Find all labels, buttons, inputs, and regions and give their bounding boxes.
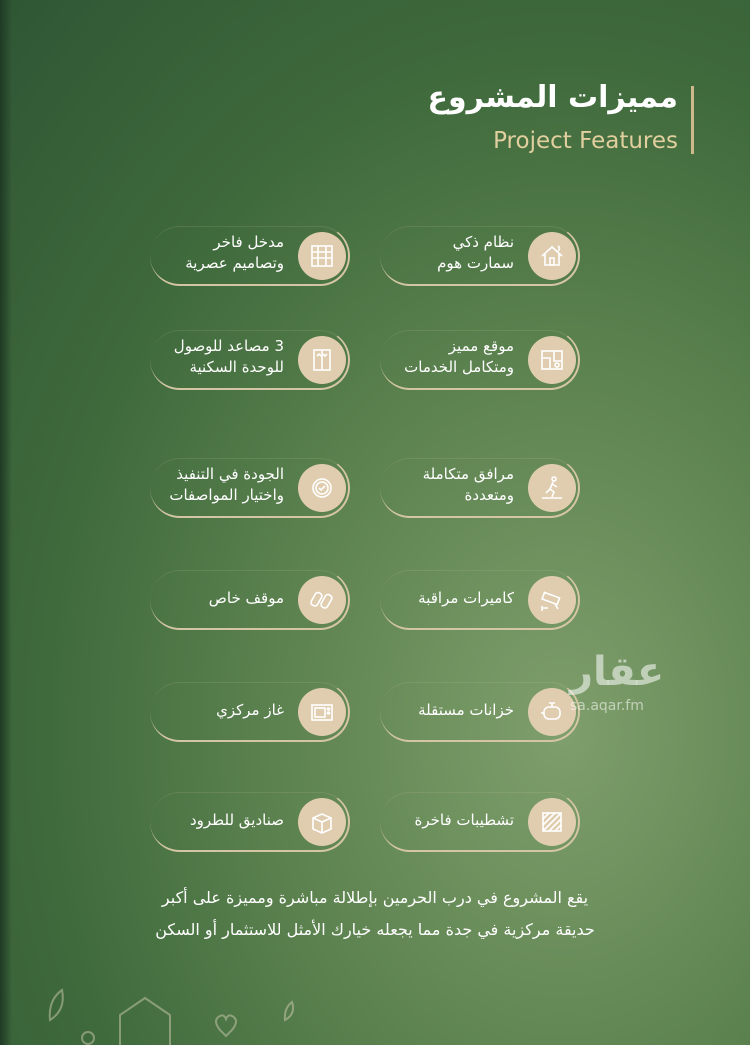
aqar-watermark [570, 650, 664, 714]
feature-icon-circle [528, 232, 576, 280]
feature-elevators [110, 330, 350, 390]
feature-line2: للوحدة السكنية [189, 358, 284, 376]
feature-text [114, 588, 284, 609]
feature-text [114, 232, 284, 274]
feature-line1: مدخل فاخر [213, 233, 284, 251]
leaf-shape-small [285, 1002, 293, 1020]
watermark-arabic: عقار [570, 649, 665, 695]
treadmill-icon [538, 474, 566, 502]
feature-line1: موقع مميز [448, 337, 514, 355]
header-accent-bar [691, 86, 694, 154]
feature-line1: غاز مركزي [216, 701, 284, 719]
feature-text [344, 336, 514, 378]
feature-icon-circle [528, 798, 576, 846]
description-line1: يقع المشروع في درب الحرمين بإطلالة مباشرة ومميزة على أكبر [161, 888, 589, 907]
heart-shape [216, 1015, 236, 1036]
feature-text [344, 232, 514, 274]
feature-icon-circle [298, 232, 346, 280]
feature-line1: مرافق متكاملة [422, 465, 514, 483]
feature-tanks [340, 682, 580, 742]
house-outline-shape [120, 998, 170, 1045]
feature-text [344, 700, 514, 721]
building-entrance-icon [308, 242, 336, 270]
feature-icon-circle [298, 688, 346, 736]
leaf-shape [50, 990, 63, 1020]
feature-icon-circle [298, 336, 346, 384]
feature-facilities [340, 458, 580, 518]
feature-line2: ومتعددة [464, 486, 514, 504]
feature-text [344, 810, 514, 831]
feature-quality [110, 458, 350, 518]
feature-text [344, 588, 514, 609]
feature-location [340, 330, 580, 390]
feature-icon-circle [528, 576, 576, 624]
feature-line1: صناديق للطرود [189, 811, 284, 829]
parking-cars-icon [308, 586, 336, 614]
feature-line1: خزانات مستقلة [418, 701, 514, 719]
feature-line1: نظام ذكي [452, 233, 514, 251]
feature-icon-circle [528, 336, 576, 384]
feature-text [114, 336, 284, 378]
feature-text [114, 810, 284, 831]
feature-text [114, 700, 284, 721]
map-location-icon [538, 346, 566, 374]
quality-badge-icon [308, 474, 336, 502]
feature-line1: 3 مصاعد للوصول [173, 337, 284, 355]
feature-parking [110, 570, 350, 630]
feature-icon-circle [298, 798, 346, 846]
watermark-url: sa.aqar.fm [570, 698, 644, 714]
tiles-finishing-icon [538, 808, 566, 836]
description-line2: حديقة مركزية في جدة مما يجعله خيارك الأمثل للاستثمار أو السكن [155, 920, 595, 939]
feature-line2: واختيار المواصفات [169, 486, 284, 504]
gas-oven-icon [308, 698, 336, 726]
feature-line2: وتصاميم عصرية [185, 254, 284, 272]
feature-line2: سمارت هوم [437, 254, 514, 272]
feature-gas [110, 682, 350, 742]
feature-text [114, 464, 284, 506]
feature-finishing [340, 792, 580, 852]
decorative-outline-shapes [0, 980, 320, 1045]
feature-smart-home [340, 226, 580, 286]
elevator-icon [308, 346, 336, 374]
feature-line1: موقف خاص [208, 589, 284, 607]
feature-icon-circle [528, 464, 576, 512]
feature-cameras [340, 570, 580, 630]
feature-text [344, 464, 514, 506]
security-camera-icon [538, 586, 566, 614]
feature-line1: الجودة في التنفيذ [176, 465, 284, 483]
smart-home-icon [538, 242, 566, 270]
page-title-arabic: مميزات المشروع [427, 80, 678, 115]
section-header [428, 78, 678, 154]
parcel-box-icon [308, 808, 336, 836]
feature-parcel-boxes [110, 792, 350, 852]
feature-entrance [110, 226, 350, 286]
feature-line1: تشطيبات فاخرة [414, 811, 514, 829]
feature-icon-circle [528, 688, 576, 736]
feature-line1: كاميرات مراقبة [418, 589, 514, 607]
left-edge-shadow [0, 0, 12, 1045]
small-circle-shape [82, 1032, 94, 1044]
feature-icon-circle [298, 464, 346, 512]
page-title-english: Project Features [493, 128, 678, 154]
feature-line2: ومتكامل الخدمات [404, 358, 514, 376]
project-description [110, 882, 640, 946]
water-tank-icon [538, 698, 566, 726]
feature-icon-circle [298, 576, 346, 624]
